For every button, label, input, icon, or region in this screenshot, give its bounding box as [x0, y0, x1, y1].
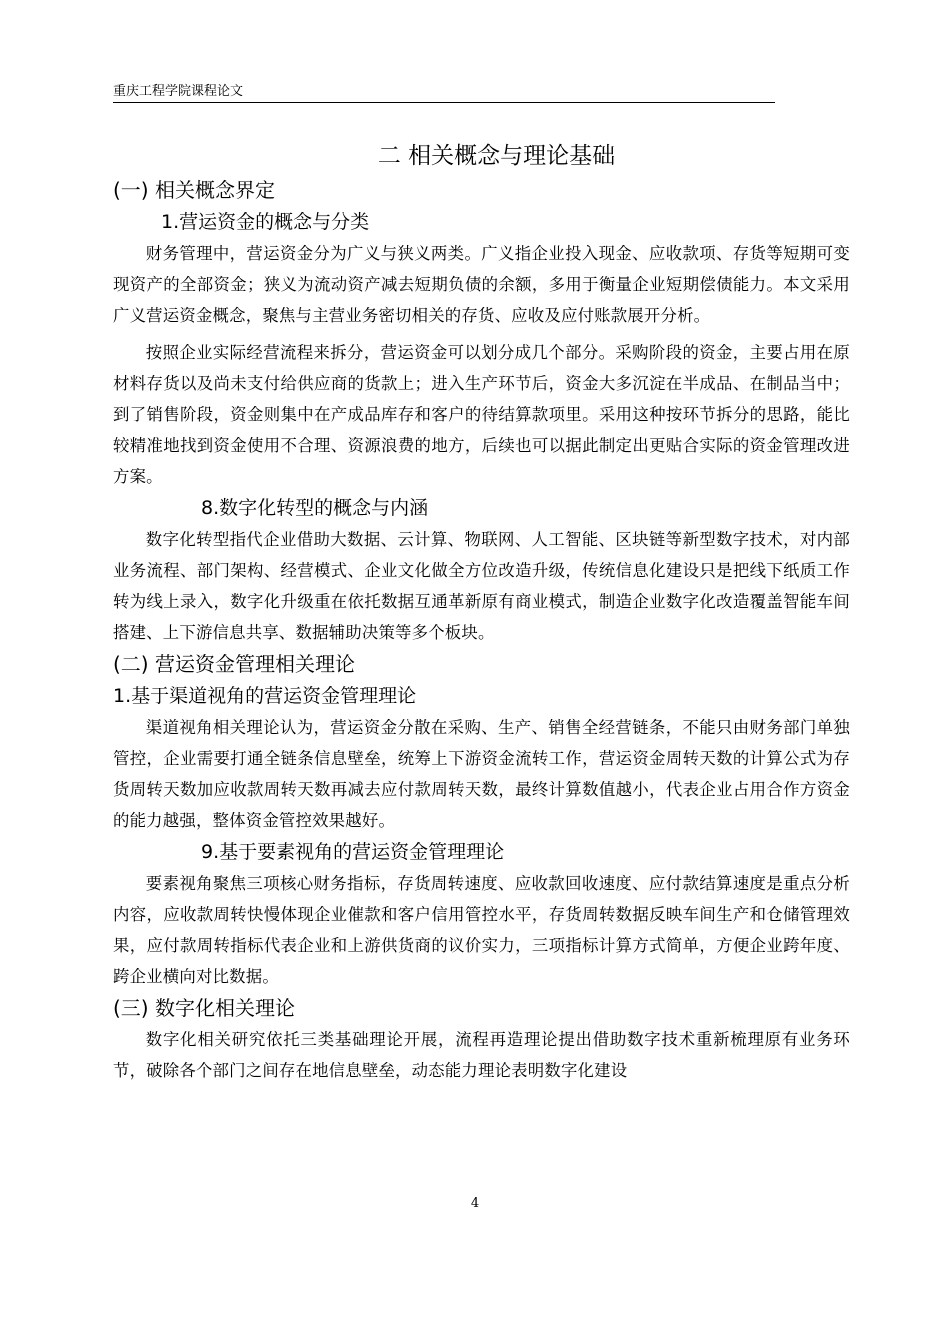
paragraph: 数字化相关研究依托三类基础理论开展，流程再造理论提出借助数字技术重新梳理原有业务环节，破除各个部门之间存在地信息壁垒，动态能力理论表明数字化建设 — [113, 1030, 850, 1080]
subsection-heading-2-2: 9.基于要素视角的营运资金管理理论 — [201, 841, 505, 863]
page-number: 4 — [470, 1196, 480, 1211]
paragraph: 要素视角聚焦三项核心财务指标，存货周转速度、应收款回收速度、应付款结算速度是重点分析内容，应收款周转快慢体现企业催款和客户信用管控水平，存货周转数据反映车间生产和仓储管理效果，应付款周转指标代表企业和上游供货商的议价实力，三项指标计算方式简单，方便企业跨年度、跨企业横向对比数据。 — [113, 874, 850, 986]
paragraph: 按照企业实际经营流程来拆分，营运资金可以划分成几个部分。采购阶段的资金，主要占用在原材料存货以及尚未支付给供应商的货款上；进入生产环节后，资金大多沉淀在半成品、在制品当中；到了销售阶段，资金则集中在产成品库存和客户的待结算款项里。采用这种按环节拆分的思路，能比较精准地找到资金使用不合理、资源浪费的地方，后续也可以据此制定出更贴合实际的资金管理改进方案。 — [113, 343, 850, 486]
paragraph: 数字化转型指代企业借助大数据、云计算、物联网、人工智能、区块链等新型数字技术，对内部业务流程、部门架构、经营模式、企业文化做全方位改造升级，传统信息化建设只是把线下纸质工作转为线上录入，数字化升级重在依托数据互通革新原有商业模式，制造企业数字化改造覆盖智能车间搭建、上下游信息共享、数据辅助决策等多个板块。 — [113, 530, 850, 642]
section-heading-1: (一) 相关概念界定 — [113, 178, 275, 202]
subsection-heading-2-1: 1.基于渠道视角的营运资金管理理论 — [113, 685, 417, 707]
paragraph: 渠道视角相关理论认为，营运资金分散在采购、生产、销售全经营链条，不能只由财务部门单独管控，企业需要打通全链条信息壁垒，统筹上下游资金流转工作，营运资金周转天数的计算公式为存货周转天数加应收款周转天数再减去应付款周转天数，最终计算数值越小，代表企业占用合作方资金的能力越强，整体资金管控效果越好。 — [113, 718, 850, 830]
chapter-title: 二 相关概念与理论基础 — [377, 143, 616, 169]
paragraph: 财务管理中，营运资金分为广义与狭义两类。广义指企业投入现金、应收款项、存货等短期可变现资产的全部资金；狭义为流动资产减去短期负债的余额，多用于衡量企业短期偿债能力。本文采用广义营运资金概念，聚焦与主营业务密切相关的存货、应收及应付账款展开分析。 — [113, 244, 850, 325]
subsection-heading-1-1: 1.营运资金的概念与分类 — [161, 211, 370, 233]
section-heading-3: (三) 数字化相关理论 — [113, 996, 295, 1020]
running-header: 重庆工程学院课程论文 — [113, 84, 775, 103]
subsection-heading-1-2: 8.数字化转型的概念与内涵 — [201, 497, 429, 519]
section-heading-2: (二) 营运资金管理相关理论 — [113, 652, 355, 676]
page-content — [113, 138, 850, 1086]
